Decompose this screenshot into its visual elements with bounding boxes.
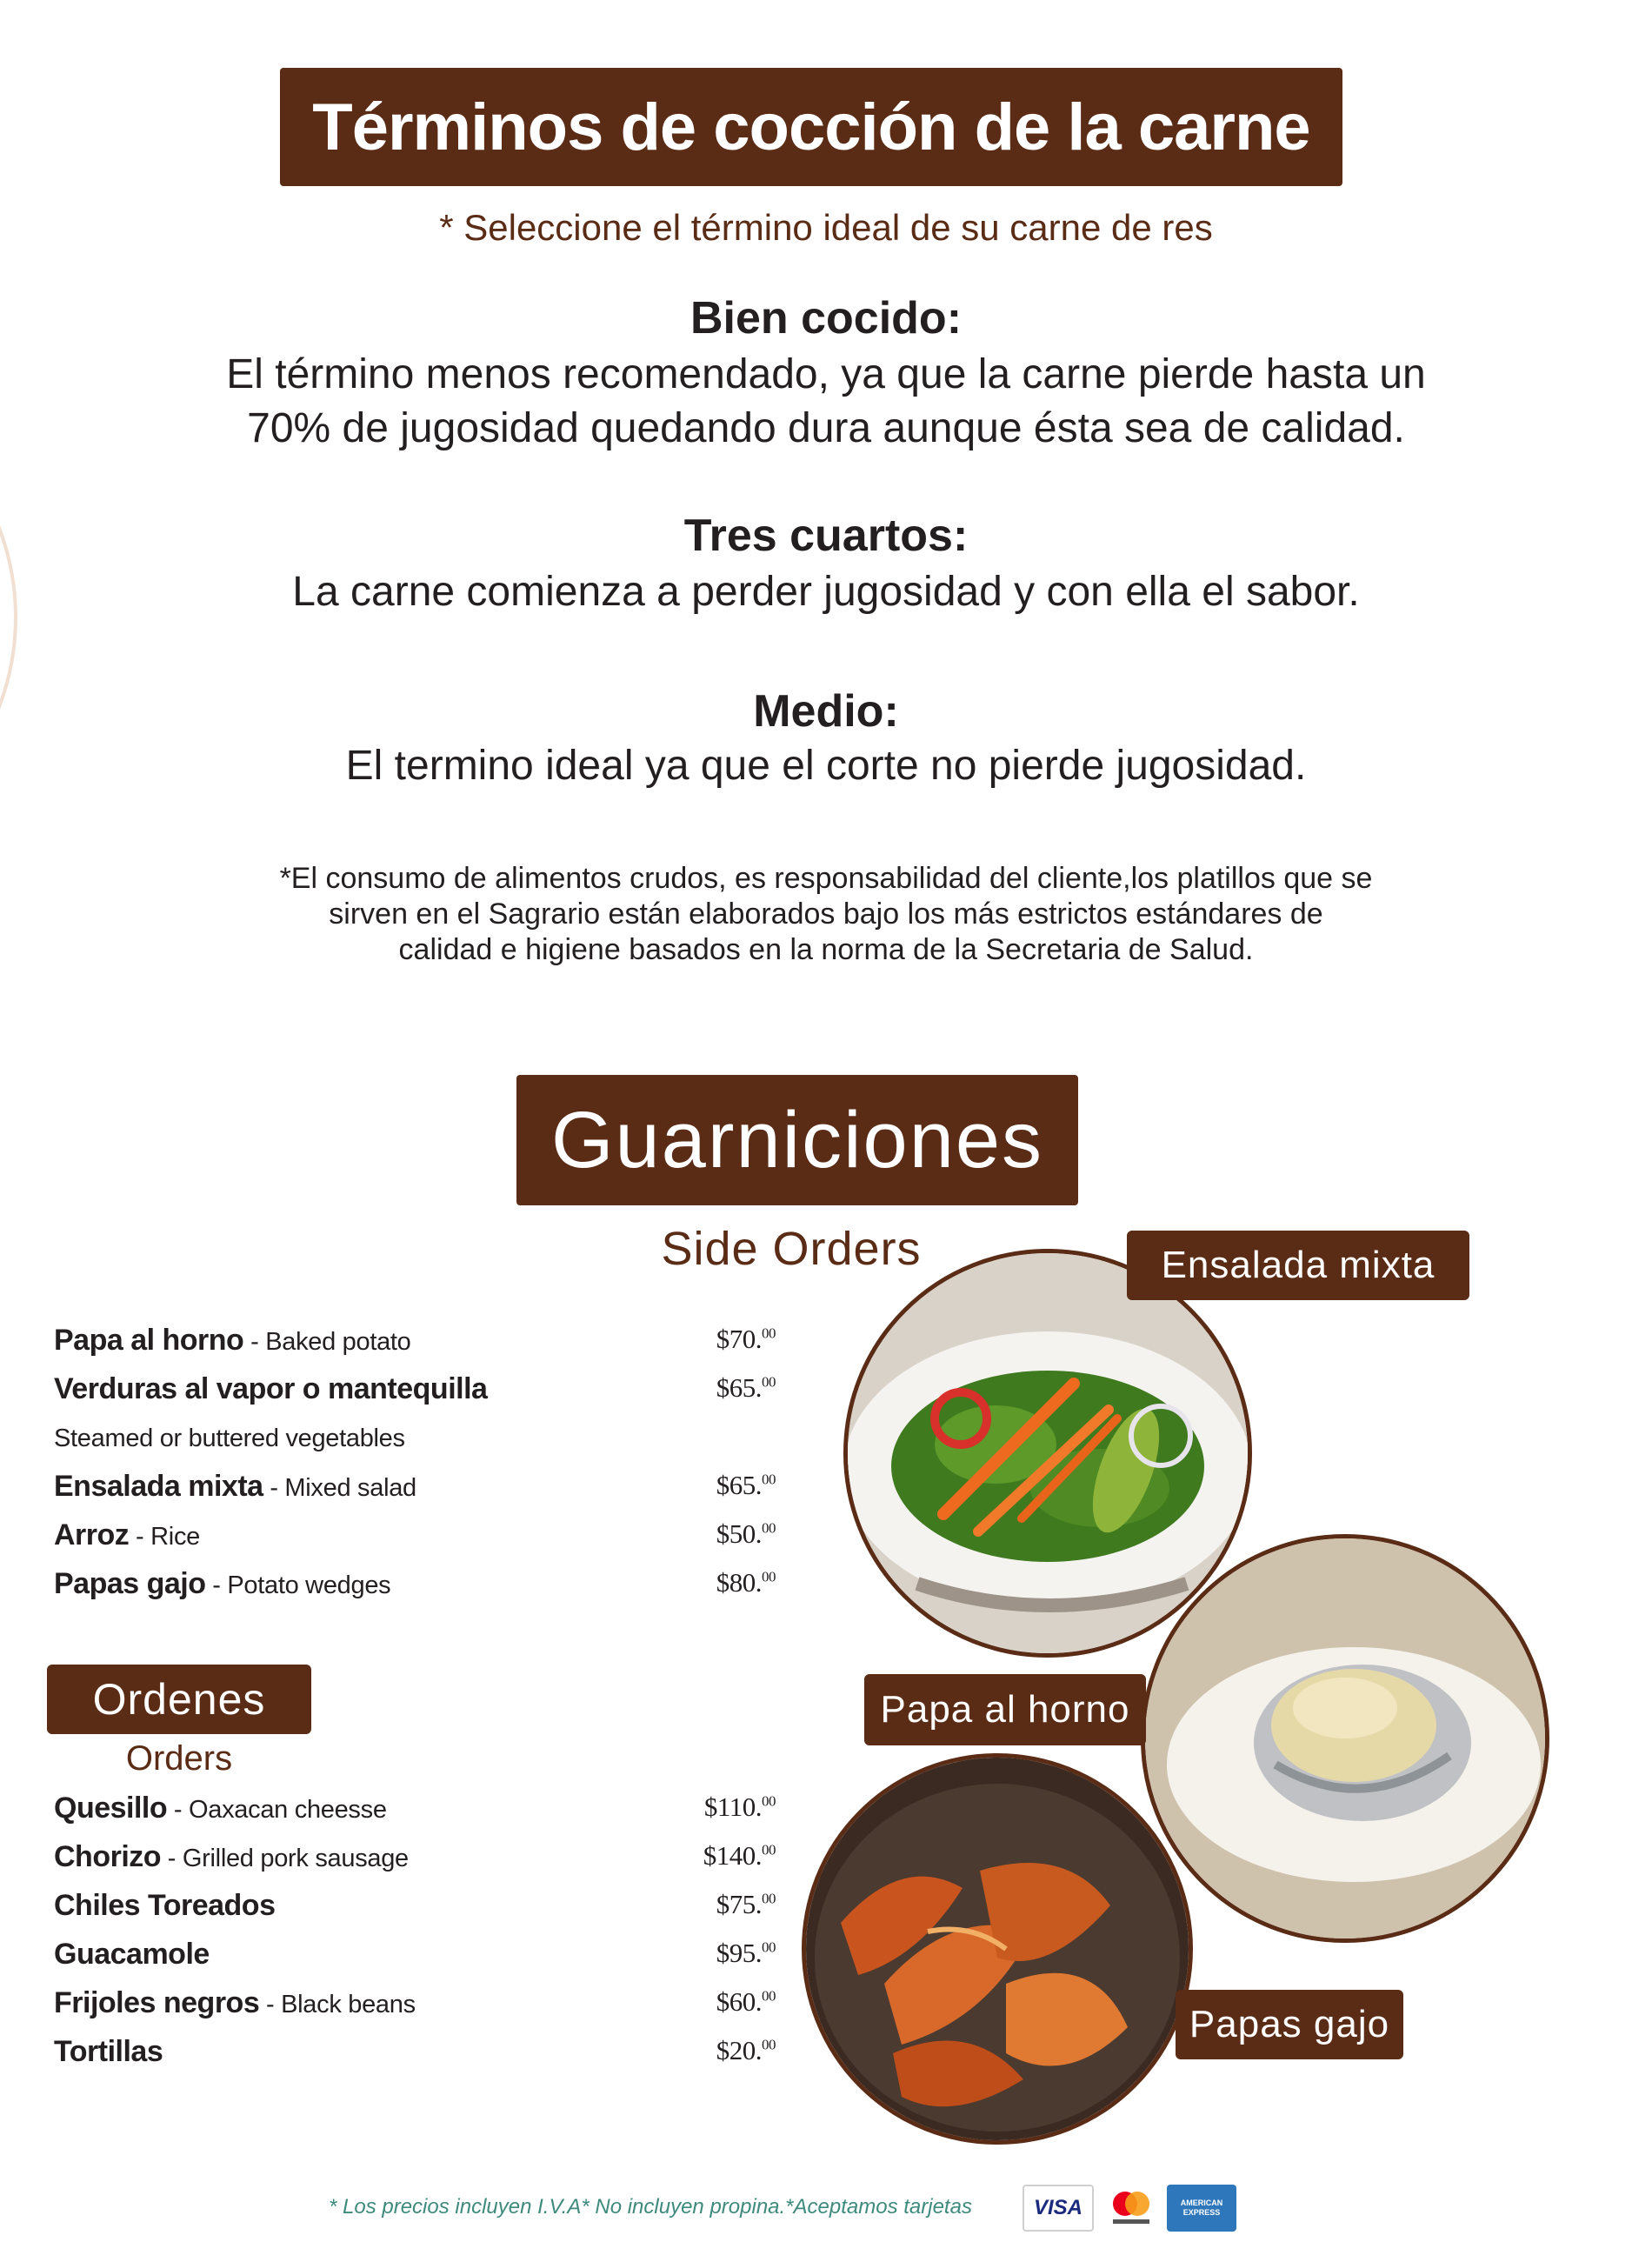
salad-photo-label [1127,1231,1469,1300]
menu-item-desc: - Mixed salad [263,1474,416,1502]
menu-item-name: Papas gajo [54,1567,206,1600]
ordenes-title-text: Ordenes [92,1675,266,1724]
menu-item-price: $50.00 [716,1518,776,1549]
menu-item-name: Tortillas [54,2035,163,2068]
menu-item-price: $75.00 [716,1889,776,1919]
visa-card-icon [1023,2185,1094,2232]
menu-item-price: $140.00 [703,1840,776,1871]
disclaimer-line3: calidad e higiene basados en la norma de la Secretaria de Salud. [398,933,1254,966]
menu-item-desc: - Black beans [259,1991,416,2018]
menu-item [54,2035,776,2082]
mastercard-circles [1104,2185,1158,2232]
menu-item-price: $60.00 [716,1986,776,2017]
guarniciones-title-text: Guarniciones [550,1095,1044,1184]
baked-potato-photo [1141,1534,1549,1943]
menu-item-desc: - Potato wedges [205,1571,391,1599]
menu-item-name: Chorizo [54,1840,162,1873]
menu-item [54,1986,776,2033]
side-orders-subtitle: Side Orders [661,1223,922,1275]
disclaimer-line2: sirven en el Sagrario están elaborados bajo los más estrictos estándares de [329,897,1323,931]
menu-item [54,1567,776,1614]
raw-food-disclaimer [0,861,1652,968]
potato-wedges-photo [802,1753,1193,2145]
amex-card-text: AMERICAN EXPRESS [1180,2199,1223,2217]
menu-item-name: Papa al horno [54,1324,244,1357]
salad-photo [843,1249,1252,1658]
potato-wedges-photo-label-text: Papas gajo [1189,2003,1390,2045]
term-medium-line1: El termino ideal ya que el corte no pierde jugosidad. [345,743,1307,789]
ordenes-title [47,1665,311,1734]
baked-potato-photo-label-text: Papa al horno [880,1688,1130,1731]
menu-item-price: $95.00 [716,1938,776,1968]
menu-item [54,1470,776,1517]
menu-item [54,1938,776,1985]
menu-item-price: $80.00 [716,1567,776,1598]
menu-item-price: $70.00 [716,1324,776,1354]
cooking-terms-title-text: Términos de cocción de la carne [312,90,1310,164]
menu-item-price: $65.00 [716,1372,776,1403]
menu-item-name: Verduras al vapor o mantequilla [54,1372,488,1405]
term-medium-heading: Medio: [753,686,899,737]
menu-item [54,1518,776,1565]
term-well-done-line1: El término menos recomendado, ya que la carne pierde hasta un [226,351,1426,397]
salad-photo-label-text: Ensalada mixta [1161,1244,1436,1286]
term-well-done-heading: Bien cocido: [689,293,963,344]
menu-item-desc: - Grilled pork sausage [161,1845,409,1872]
potato-wedges-photo-label [1176,1990,1403,2059]
menu-item-desc: - Oaxacan cheesse [167,1796,387,1824]
term-three-quarters-line1: La carne comienza a perder jugosidad y con ella el sabor. [292,569,1360,615]
menu-item-price: $65.00 [716,1470,776,1500]
menu-item [54,1889,776,1936]
footer-price-note: * Los precios incluyen I.V.A* No incluyen propina.*Aceptamos tarjetas [329,2195,972,2219]
menu-item-desc: - Baked potato [243,1328,411,1356]
menu-item-name: Chiles Toreados [54,1889,276,1922]
menu-item [54,1372,776,1419]
menu-item-price: $110.00 [703,1792,776,1822]
visa-card-text: VISA [1033,2196,1082,2219]
guarniciones-title [516,1075,1078,1205]
mastercard-icon [1104,2185,1158,2232]
menu-item [54,1840,776,1887]
menu-item [54,1792,776,1838]
menu-item-name: Quesillo [54,1792,168,1825]
menu-item [54,1324,776,1371]
american-express-icon [1167,2185,1236,2232]
vegetables-english-note: Steamed or buttered vegetables [54,1425,405,1452]
disclaimer-line1: *El consumo de alimentos crudos, es responsabilidad del cliente,los platillos que se [279,862,1373,895]
menu-item-name: Frijoles negros [54,1986,260,2019]
cooking-select-note: * Seleccione el término ideal de su carne de res [439,207,1213,248]
orders-subtitle: Orders [125,1739,233,1778]
baked-potato-photo-label [864,1674,1146,1745]
term-well-done-line2: 70% de jugosidad quedando dura aunque ésta sea de calidad. [247,405,1405,451]
menu-item-name: Guacamole [54,1938,210,1971]
menu-item-desc: - Rice [129,1523,200,1551]
menu-item-price: $20.00 [716,2035,776,2065]
term-three-quarters-heading: Tres cuartos: [683,510,969,561]
menu-item-name: Ensalada mixta [54,1470,263,1503]
menu-item-name: Arroz [54,1518,130,1551]
cooking-terms-title [280,68,1342,186]
